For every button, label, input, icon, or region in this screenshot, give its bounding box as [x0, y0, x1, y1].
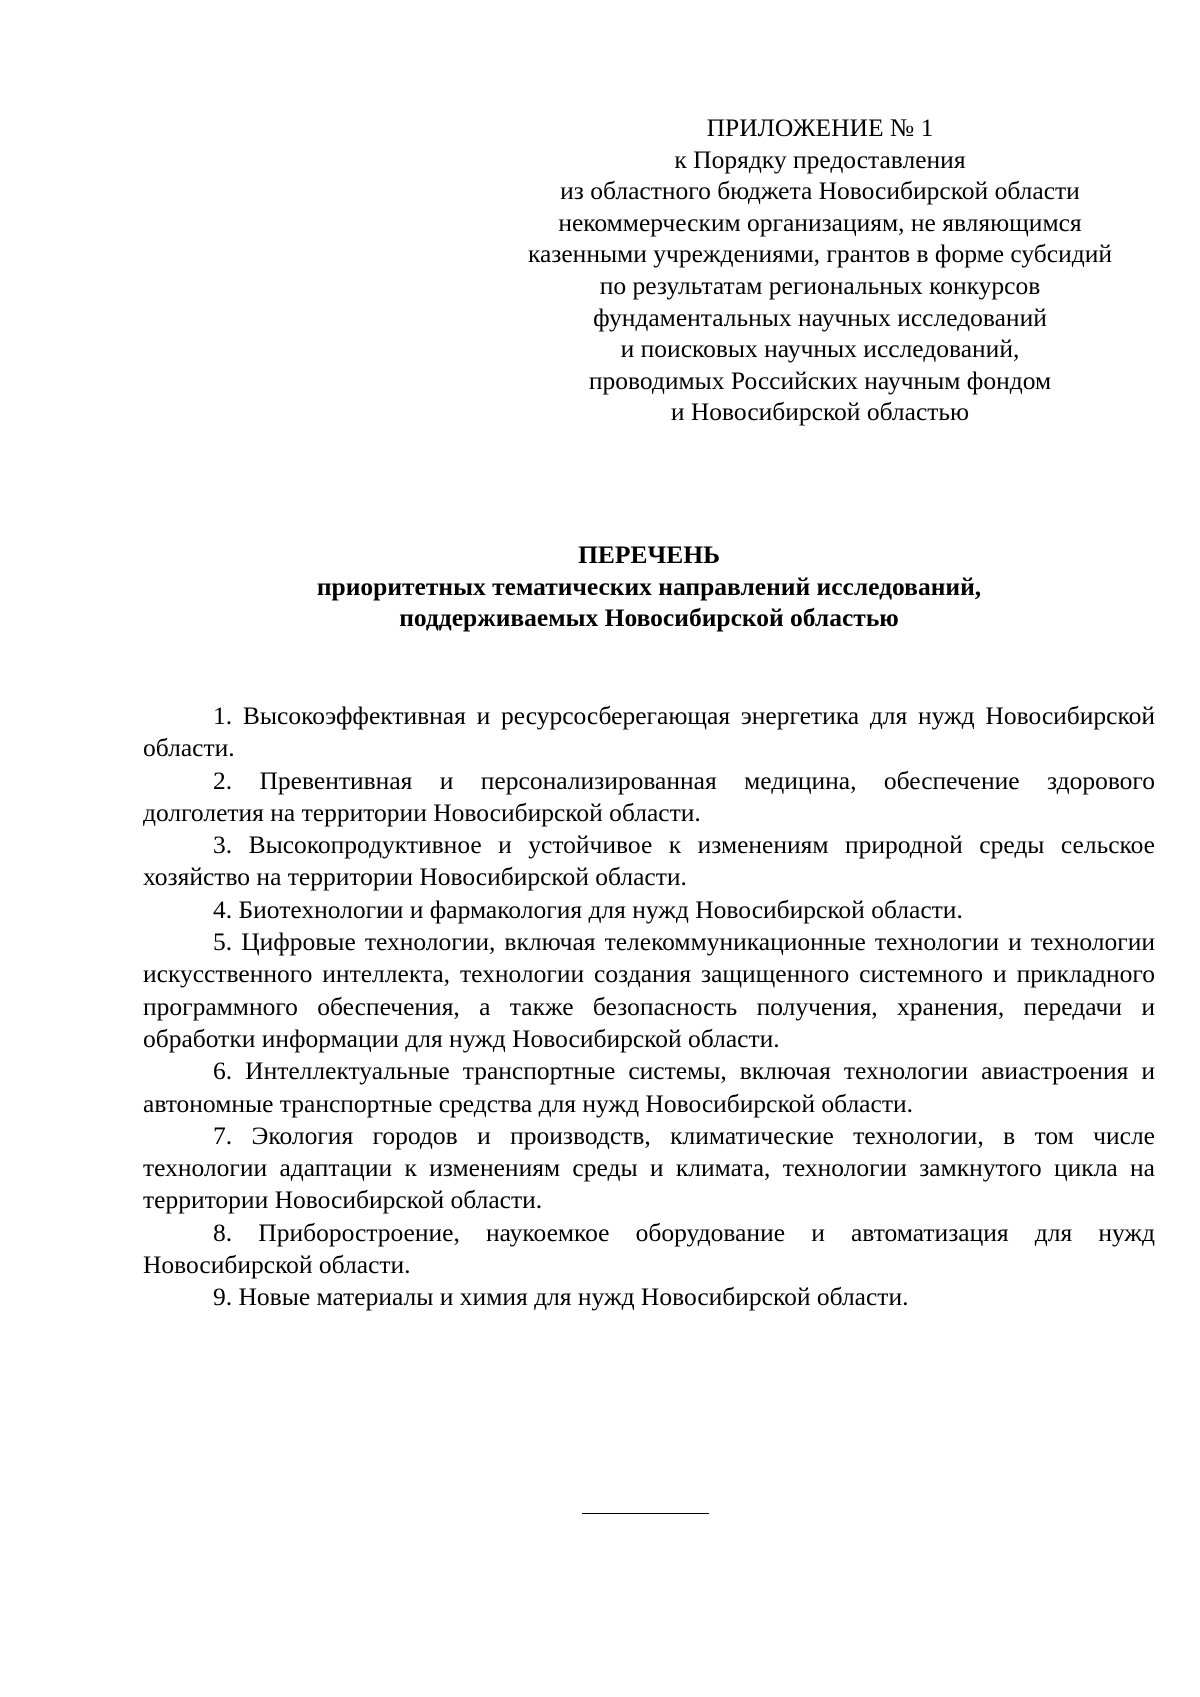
list-item	[143, 894, 1155, 926]
directions-list	[143, 700, 1155, 1314]
item-number: 5.	[213, 927, 233, 957]
list-item	[143, 1120, 1155, 1217]
document-title	[143, 539, 1155, 634]
item-number: 8.	[213, 1217, 233, 1247]
appendix-line: из областного бюджета Новосибирской области	[560, 176, 1080, 206]
item-text: Приборостроение, наукоемкое оборудование и автоматизация для нужд Новосибирской области.	[143, 1217, 1155, 1280]
item-number: 6.	[213, 1056, 233, 1086]
appendix-line: некоммерческим организациям, не являющимся	[558, 207, 1082, 237]
item-text: Новые материалы и химия для нужд Новосибирской области.	[238, 1282, 909, 1312]
list-item	[143, 926, 1155, 1055]
appendix-line: и Новосибирской областью	[670, 397, 970, 427]
item-text: Цифровые технологии, включая телекоммуникационные технологии и технологии искусственного интеллекта, технологии создания защищенного системного и прикладного программного обеспечения, а также безопасность получения, хранения, передачи и обработки информации для нужд Новосибирской области.	[143, 927, 1156, 1053]
item-text: Биотехнологии и фармакология для нужд Новосибирской области.	[238, 894, 963, 924]
item-text: Экология городов и производств, климатические технологии, в том числе технологии адаптации к изменениям среды и климата, технологии замкнутого цикла на территории Новосибирской области.	[143, 1120, 1155, 1215]
list-item	[143, 700, 1155, 765]
appendix-line: казенными учреждениями, грантов в форме субсидий	[527, 239, 1113, 269]
item-number: 9.	[213, 1282, 233, 1312]
list-item	[143, 1055, 1155, 1120]
item-number: 7.	[213, 1120, 233, 1150]
item-number: 4.	[213, 894, 233, 924]
appendix-header	[475, 112, 1165, 428]
item-text: Превентивная и персонализированная медицина, обеспечение здорового долголетия на территории Новосибирской области.	[143, 765, 1156, 827]
item-text: Высокопродуктивное и устойчивое к изменениям природной среды сельское хозяйство на территории Новосибирской области.	[143, 830, 1155, 892]
item-text: Интеллектуальные транспортные системы, включая технологии авиастроения и автономные транспортные средства для нужд Новосибирской области.	[143, 1056, 1155, 1118]
item-text: Высокоэффективная и ресурсосберегающая энергетика для нужд Новосибирской области.	[143, 701, 1155, 763]
title-subtitle-line: приоритетных тематических направлений исследований,	[316, 571, 982, 601]
list-item	[143, 1217, 1155, 1282]
end-divider	[582, 1513, 709, 1514]
item-number: 2.	[213, 765, 233, 795]
list-item	[143, 1281, 1155, 1313]
list-item	[143, 765, 1155, 830]
title-heading: ПЕРЕЧЕНЬ	[578, 540, 720, 569]
appendix-line: ПРИЛОЖЕНИЕ № 1	[706, 113, 934, 142]
list-item	[143, 829, 1155, 894]
item-number: 3.	[213, 830, 233, 860]
appendix-line: к Порядку предоставления	[674, 144, 966, 174]
title-subtitle-line: поддерживаемых Новосибирской областью	[399, 603, 899, 633]
appendix-line: проводимых Российских научным фондом	[588, 365, 1052, 395]
appendix-line: по результатам региональных конкурсов	[599, 270, 1041, 300]
appendix-line: фундаментальных научных исследований	[593, 302, 1047, 332]
item-number: 1.	[213, 701, 233, 730]
appendix-line: и поисковых научных исследований,	[620, 334, 1020, 364]
